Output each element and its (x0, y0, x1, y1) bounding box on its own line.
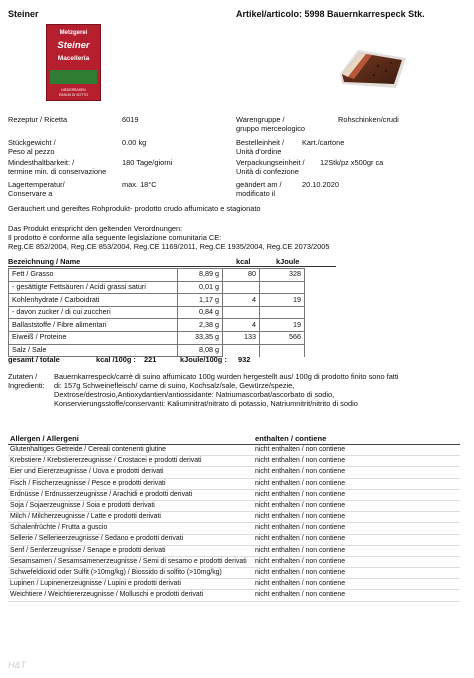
table-row (8, 445, 460, 456)
ingredients-line: di: 157g Schweinefleisch/ carne di suino, Kochsalz/sale, Gewürze/spezie, (54, 381, 295, 390)
nutrient-value: 33,35 g (178, 331, 223, 344)
allergen-status: nicht enthalten / non contiene (253, 590, 460, 601)
nutrition-col-name: Bezeichnung / Name (8, 257, 81, 266)
table-row (9, 269, 305, 282)
table-row (8, 545, 460, 556)
allergen-col-name: Allergen / Allergeni (8, 433, 253, 445)
table-row (9, 294, 305, 307)
total-kcal-value: 221 (144, 355, 157, 364)
regulation-line-1: Das Produkt entspricht den geltenden Verordnungen: (8, 224, 183, 233)
ingredients-line: Konservierungsstoffe/conservanti: Kaliumnitrat/nitrato di potassio, Natriumnitrit/nitrito di sodio (54, 399, 358, 408)
nutrient-value: 2,38 g (178, 319, 223, 332)
allergen-status: nicht enthalten / non contiene (253, 556, 460, 567)
product-image (336, 44, 408, 94)
table-row (9, 306, 305, 319)
allergen-status: nicht enthalten / non contiene (253, 568, 460, 579)
allergen-col-status: enthalten / contiene (253, 433, 460, 445)
packaging-unit-label-1: Verpackungseinheit / (236, 158, 305, 167)
ingredients-label-2: Ingredienti: (8, 381, 45, 390)
order-unit-value: Kart./cartone (302, 138, 345, 147)
table-row (9, 319, 305, 332)
nutrient-kjoule (260, 344, 305, 357)
allergen-name: Fisch / Fischerzeugnisse / Pesce e prodotti derivati (8, 478, 253, 489)
allergen-status: nicht enthalten / non contiene (253, 534, 460, 545)
allergen-status: nicht enthalten / non contiene (253, 500, 460, 511)
allergen-name: Soja / Sojaerzeugnisse / Soia e prodotti derivati (8, 500, 253, 511)
table-row (8, 500, 460, 511)
total-kjoule-label: kJoule/100g : (180, 355, 227, 364)
shelf-life-label-1: Mindesthaltbarkeit: / (8, 158, 75, 167)
allergen-name: Schwefeldioxid oder Sulfit (>10mg/kg) / Biossido di solfito (>10mg/kg) (8, 568, 253, 579)
table-row (8, 512, 460, 523)
table-row (8, 568, 460, 579)
watermark: H&T (8, 660, 26, 670)
nutrient-value: 8,89 g (178, 269, 223, 282)
shelf-life-value: 180 Tage/giorni (122, 158, 173, 167)
allergen-status: nicht enthalten / non contiene (253, 545, 460, 556)
allergen-name: Weichtiere / Weichtiererzeugnisse / Molluschi e prodotti derivati (8, 590, 253, 601)
nutrient-kjoule: 566 (260, 331, 305, 344)
allergen-name: Sesamsamen / Sesamsamenerzeugnisse / Semi di sesamo e prodotti derivati (8, 556, 253, 567)
nutrient-kjoule: 19 (260, 294, 305, 307)
total-kcal-label: kcal /100g : (96, 355, 136, 364)
recipe-value: 6019 (122, 115, 139, 124)
total-label: gesamt / totale (8, 355, 60, 364)
nutrient-name: Kohlenhydrate / Carboidrati (9, 294, 178, 307)
piece-weight-value: 0.00 kg (122, 138, 147, 147)
allergen-name: Erdnüsse / Erdnusserzeugnisse / Arachidi e prodotti derivati (8, 489, 253, 500)
order-unit-label-1: Bestelleinheit / (236, 138, 285, 147)
packaging-unit-label-2: Unità di confezione (236, 167, 299, 176)
table-row (8, 467, 460, 478)
recipe-label: Rezeptur / Ricetta (8, 115, 68, 124)
allergen-status: nicht enthalten / non contiene (253, 579, 460, 590)
header-left-title: Steiner (8, 9, 39, 19)
table-row (8, 478, 460, 489)
nutrition-table (8, 268, 305, 357)
nutrient-kjoule: 19 (260, 319, 305, 332)
storage-temp-value: max. 18°C (122, 180, 157, 189)
allergen-status: nicht enthalten / non contiene (253, 512, 460, 523)
allergen-status: nicht enthalten / non contiene (253, 478, 460, 489)
nutrient-kcal: 80 (223, 269, 260, 282)
table-row (8, 534, 460, 545)
storage-temp-label-2: Conservare a (8, 189, 53, 198)
butcher-logo: Metzgerei Steiner Macelleria NIEDERRASEN RASUN DI SOTTO (46, 24, 101, 101)
nutrient-value: 1,17 g (178, 294, 223, 307)
nutrient-name: Eiweiß / Proteine (9, 331, 178, 344)
nutrient-kcal (223, 281, 260, 294)
product-group-value: Rohschinken/crudi (338, 115, 399, 124)
ingredients-line: Dextrose/destrosio,Antioxydantien/antiossidante: Natriumascorbat/ascorbato di sodio, (54, 390, 335, 399)
modified-value: 20.10.2020 (302, 180, 339, 189)
allergen-name: Sellerie / Sellerieerzeugnisse / Sedano e prodotti derivati (8, 534, 253, 545)
table-row (9, 281, 305, 294)
nutrient-value: 8,08 g (178, 344, 223, 357)
allergen-status: nicht enthalten / non contiene (253, 445, 460, 456)
nutrient-name: Salz / Sale (9, 344, 178, 357)
nutrition-col-kjoule: kJoule (276, 257, 300, 266)
packaging-unit-value: 12Stk/pz x500gr ca (320, 158, 384, 167)
allergen-name: Milch / Milcherzeugnisse / Latte e prodotti derivati (8, 512, 253, 523)
allergen-name: Glutenhaltiges Getreide / Cereali contenenti glutine (8, 445, 253, 456)
table-row (9, 331, 305, 344)
nutrient-value: 0,84 g (178, 306, 223, 319)
nutrient-name: - gesättigte Fettsäuren / Acidi grassi saturi (9, 281, 178, 294)
nutrient-kjoule: 328 (260, 269, 305, 282)
product-description: Geräuchert und gereiftes Rohprodukt- prodotto crudo affumicato e stagionato (8, 204, 261, 213)
order-unit-label-2: Unità d'ordine (236, 147, 282, 156)
allergen-name: Senf / Senferzeugnisse / Senape e prodotti derivati (8, 545, 253, 556)
nutrient-kjoule (260, 306, 305, 319)
table-row (8, 489, 460, 500)
piece-weight-label-1: Stückgewicht / (8, 138, 56, 147)
regulation-line-2: Il prodotto è conforme alla seguente legislazione comunitaria CE: (8, 233, 222, 242)
nutrition-header-rule (8, 266, 336, 267)
nutrient-name: Fett / Grasso (9, 269, 178, 282)
nutrition-col-kcal: kcal (236, 257, 251, 266)
allergen-name: Lupinen / Lupinenerzeugnisse / Lupini e prodotti derivati (8, 579, 253, 590)
modified-label-1: geändert am / (236, 180, 282, 189)
nutrient-name: Ballaststoffe / Fibre alimentari (9, 319, 178, 332)
allergen-status: nicht enthalten / non contiene (253, 467, 460, 478)
table-row (8, 556, 460, 567)
piece-weight-label-2: Peso al pezzo (8, 147, 55, 156)
storage-temp-label-1: Lagertemperatur/ (8, 180, 65, 189)
nutrient-kcal: 4 (223, 294, 260, 307)
allergen-status: nicht enthalten / non contiene (253, 523, 460, 534)
nutrient-kcal: 133 (223, 331, 260, 344)
allergen-header-row (8, 433, 460, 445)
allergen-name: Krebstiere / Krebstiererzeugnisse / Crostacei e prodotti derivati (8, 456, 253, 467)
table-row (8, 590, 460, 601)
nutrient-value: 0,01 g (178, 281, 223, 294)
ingredients-line: Bauernkarrespeck/carrè di suino affumicato 100g wurden hergestellt aus/ 100g di prodotto finito sono fatti (54, 372, 399, 381)
product-group-label-2: gruppo merceologico (236, 124, 306, 133)
allergen-name: Eier und Eiererzeugnisse / Uova e prodotti derivati (8, 467, 253, 478)
nutrient-kcal (223, 306, 260, 319)
nutrient-kjoule (260, 281, 305, 294)
header-right-title: Artikel/articolo: 5998 Bauernkarrespeck Stk. (236, 9, 425, 19)
allergen-name: Schalenfrüchte / Frutta a guscio (8, 523, 253, 534)
table-row (8, 523, 460, 534)
table-row (8, 579, 460, 590)
allergen-table (8, 433, 460, 602)
product-group-label-1: Warengruppe / (236, 115, 285, 124)
allergen-status: nicht enthalten / non contiene (253, 489, 460, 500)
nutrient-kcal: 4 (223, 319, 260, 332)
ingredients-label-1: Zutaten / (8, 372, 38, 381)
total-kjoule-value: 932 (238, 355, 251, 364)
allergen-status: nicht enthalten / non contiene (253, 456, 460, 467)
table-row (8, 456, 460, 467)
nutrient-name: - davon zucker / di cui zuccheri (9, 306, 178, 319)
modified-label-2: modificato il (236, 189, 276, 198)
shelf-life-label-2: termine min. di conservazione (8, 167, 107, 176)
regulation-line-3: Reg.CE 852/2004, Reg.CE 853/2004, Reg.CE 1169/2011, Reg.CE 1935/2004, Reg.CE 2073/2005 (8, 242, 330, 251)
